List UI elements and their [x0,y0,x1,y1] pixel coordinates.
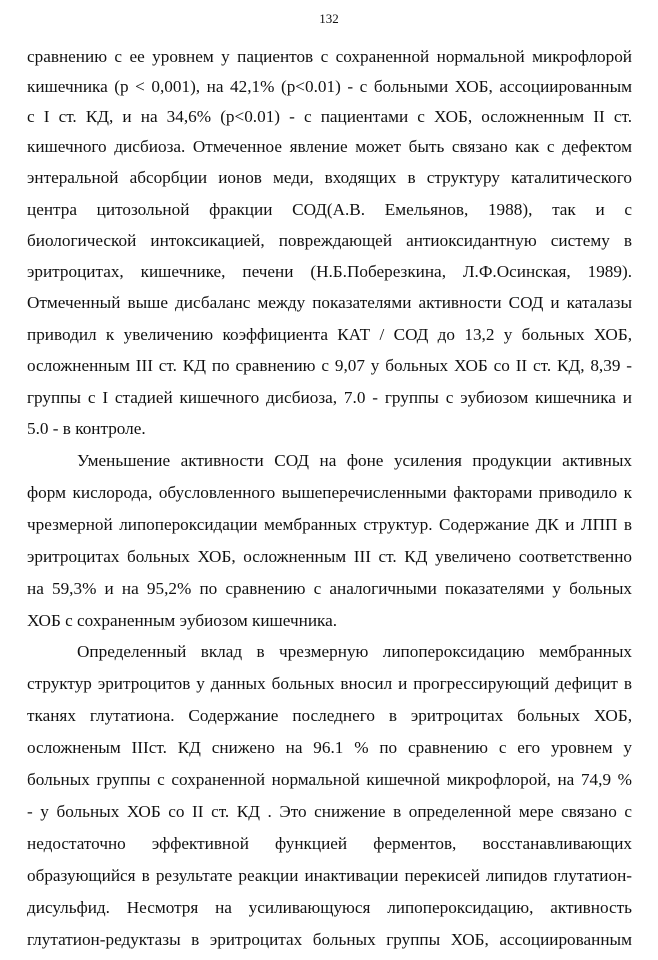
text-line: образующийся в результате реакции инактивации перекисей липидов глутатион- [27,866,632,885]
text-line: с I ст. КД, и на 34,6% (р<0.01) - с пациентами с ХОБ, осложненным II ст. [27,107,632,126]
text-line: недостаточно эффективной функцией ферментов, восстанавливающих [27,834,632,853]
text-line: осложненным III ст. КД по сравнению с 9,07 у больных ХОБ со II ст. КД, 8,39 - [27,356,632,375]
text-line: больных группы с сохраненной нормальной кишечной микрофлорой, на 74,9 % [27,770,632,789]
text-line: 5.0 - в контроле. [27,419,146,438]
text-line: - у больных ХОБ со II ст. КД . Это снижение в определенной мере связано с [27,802,632,821]
text-line: ХОБ с сохраненным эубиозом кишечника. [27,611,338,630]
text-line: глутатион-редуктазы в эритроцитах больных группы ХОБ, ассоциированным [27,930,632,949]
text-line: эритроцитах больных ХОБ, осложненным III ст. КД увеличено соответственно [27,547,632,566]
text-line: группы с I стадией кишечного дисбиоза, 7.0 - группы с эубиозом кишечника и [27,388,632,407]
text-line: структур эритроцитов у данных больных вносил и прогрессирующий дефицит в [27,674,632,693]
text-line: эритроцитах, кишечнике, печени (Н.Б.Поберезкина, Л.Ф.Осинская, 1989). [27,262,632,281]
text-line: дисульфид. Несмотря на усиливающуюся липопероксидацию, активность [27,898,632,917]
text-line: центра цитозольной фракции СОД(А.В. Емельянов, 1988), так и с [27,200,632,219]
text-line: Уменьшение активности СОД на фоне усиления продукции активных [77,451,632,470]
text-line: сравнению с ее уровнем у пациентов с сохраненной нормальной микрофлорой [27,47,632,66]
text-line: биологической интоксикацией, повреждающей антиоксидантную систему в [27,231,632,250]
text-line: осложненым IIIст. КД снижено на 96.1 % по сравнению с его уровнем у [27,738,632,757]
text-line: Отмеченный выше дисбаланс между показателями активности СОД и каталазы [27,293,632,312]
text-line: энтеральной абсорбции ионов меди, входящих в структуру каталитического [27,168,632,187]
text-line: кишечника (р < 0,001), на 42,1% (р<0.01) - с больными ХОБ, ассоциированным [27,77,632,96]
text-line: чрезмерной липопероксидации мембранных структур. Содержание ДК и ЛПП в [27,515,632,534]
text-line: форм кислорода, обусловленного вышеперечисленными факторами приводило к [27,483,632,502]
text-line: приводил к увеличению коэффициента КАТ / СОД до 13,2 у больных ХОБ, [27,325,632,344]
text-line: кишечного дисбиоза. Отмеченное явление может быть связано как с дефектом [27,137,632,156]
text-line: тканях глутатиона. Содержание последнего в эритроцитах больных ХОБ, [27,706,632,725]
text-line: Определенный вклад в чрезмерную липопероксидацию мембранных [77,642,632,661]
page-number: 132 [319,11,339,26]
text-line: на 59,3% и на 95,2% по сравнению с аналогичными показателями у больных [27,579,632,598]
